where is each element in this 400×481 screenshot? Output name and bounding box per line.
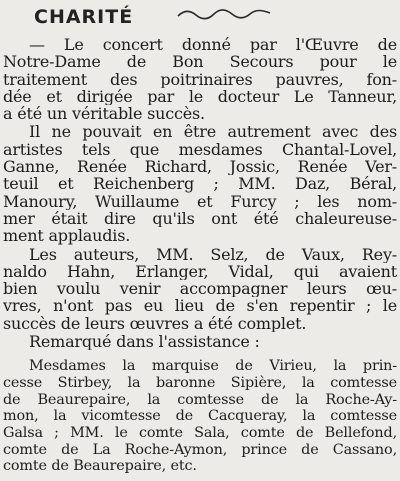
text-line: Remarqué dans l'assistance : bbox=[29, 333, 260, 351]
article-paragraph bbox=[3, 333, 397, 350]
text-line: de Beaurepaire, la comtesse de la Roche-Ay- bbox=[3, 391, 397, 408]
text-line: a été un véritable succès. bbox=[3, 105, 205, 123]
text-line: cesse Stirbey, la baronne Sipière, la comtesse bbox=[3, 375, 397, 392]
text-line: mon, la vicomtesse de Cacqueray, la comtesse bbox=[3, 408, 397, 425]
text-line: comte de La Roche-Aymon, prince de Cassano, bbox=[3, 441, 397, 458]
text-line: naldo Hahn, Erlanger, Vidal, qui avaient bbox=[3, 262, 397, 281]
article-paragraph bbox=[3, 358, 397, 475]
text-line: vres, n'ont pas eu lieu de s'en repentir ; le bbox=[3, 297, 397, 315]
text-line: ment applaudis. bbox=[3, 227, 131, 245]
text-line: teuil et Reichenberg ; MM. Daz, Béral, bbox=[3, 175, 397, 193]
text-line: Il ne pouvait en être autrement avec des bbox=[29, 123, 397, 141]
article-body bbox=[3, 36, 397, 475]
article-header bbox=[34, 6, 374, 32]
text-line: succès de leurs œuvres a été complet. bbox=[3, 314, 307, 333]
article-heading: CHARITÉ bbox=[34, 6, 134, 28]
text-line: Notre-Dame de Bon Secours pour le bbox=[3, 53, 397, 71]
wavy-rule-ornament bbox=[176, 8, 272, 20]
text-line: mer était dire qu'ils ont été chaleureuse- bbox=[3, 209, 397, 228]
text-line: — Le concert donné par l'Œuvre de bbox=[29, 36, 397, 54]
article-paragraph bbox=[3, 36, 397, 122]
text-line: dée et dirigée par le docteur Le Tanneur, bbox=[3, 87, 397, 106]
text-line: artistes tels que mesdames Chantal-Lovel, bbox=[3, 140, 397, 159]
text-line: bien voulu venir accompagner leurs œu- bbox=[3, 280, 397, 298]
text-line: Mesdames la marquise de Virieu, la prin- bbox=[29, 358, 397, 375]
article-paragraph bbox=[3, 246, 397, 332]
text-line: comte de Beaurepaire, etc. bbox=[3, 458, 197, 475]
text-line: Ganne, Renée Richard, Jossic, Renée Ver- bbox=[3, 158, 397, 176]
text-line: traitement des poitrinaires pauvres, fon- bbox=[3, 70, 397, 88]
text-line: Galsa ; MM. le comte Sala, comte de Bellefond, bbox=[3, 425, 397, 442]
text-line: Manoury, Wuillaume et Furcy ; les nom- bbox=[3, 192, 397, 210]
article-paragraph bbox=[3, 123, 397, 244]
text-line: Les auteurs, MM. Selz, de Vaux, Rey- bbox=[29, 245, 397, 263]
